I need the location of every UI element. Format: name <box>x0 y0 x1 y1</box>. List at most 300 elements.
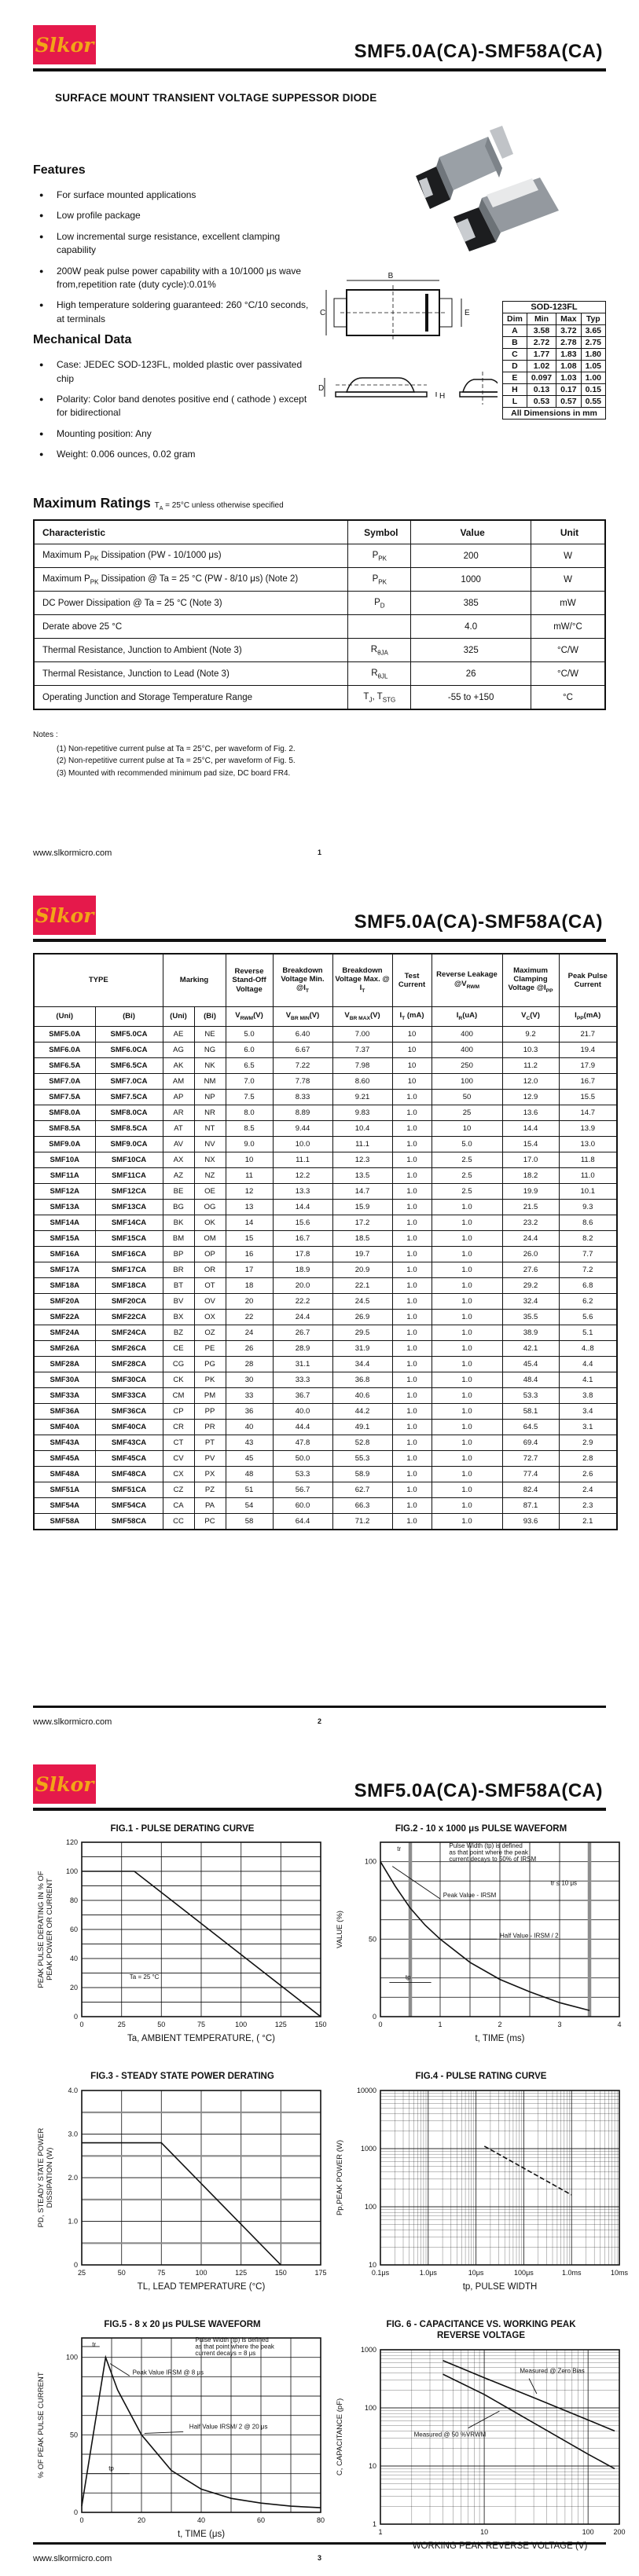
svg-text:40: 40 <box>196 2516 206 2525</box>
note-item: (1) Non-repetitive current pulse at Ta = 25°C, per waveform of Fig. 2. <box>57 744 296 753</box>
table-row <box>34 1482 617 1498</box>
spec-value-cell: 40.0 <box>273 1404 332 1420</box>
spec-value-cell: 51 <box>226 1482 273 1498</box>
svg-text:10000: 10000 <box>356 2086 376 2094</box>
table-row <box>503 361 606 372</box>
svg-text:1.0μs: 1.0μs <box>419 2268 437 2277</box>
spec-value-cell: 14 <box>226 1215 273 1231</box>
spec-value-cell: 25 <box>432 1105 502 1121</box>
x-axis-label: WORKING PEAK REVERSE VOLTAGE (V) <box>412 2541 588 2551</box>
spec-value-cell: 7.37 <box>332 1042 392 1058</box>
table-row <box>34 568 605 592</box>
spec-value-cell: CT <box>163 1435 194 1451</box>
dim-cell: 3.72 <box>556 325 581 337</box>
part-number-cell: SMF10A <box>34 1152 95 1168</box>
spec-value-cell: 1.0 <box>392 1137 432 1152</box>
dim-label-D: D <box>318 384 325 393</box>
bullet-icon: ● <box>39 361 44 369</box>
spec-value-cell: NX <box>194 1152 226 1168</box>
spec-value-cell: 9.21 <box>332 1090 392 1105</box>
spec-group-header: Breakdown Voltage Max. @ $I_T$ <box>332 954 392 1007</box>
spec-value-cell: PK <box>194 1372 226 1388</box>
table-row <box>34 1215 617 1231</box>
svg-text:20: 20 <box>137 2516 146 2525</box>
spec-value-cell: 1.0 <box>392 1372 432 1388</box>
spec-value-cell: 9.83 <box>332 1105 392 1121</box>
svg-text:0: 0 <box>73 2508 78 2517</box>
spec-value-cell: 32.4 <box>502 1294 559 1310</box>
y-axis-label: Pp,PEAK POWER (W) <box>336 2139 344 2215</box>
spec-value-cell: 1.0 <box>432 1404 502 1420</box>
svg-text:10: 10 <box>368 2260 376 2269</box>
logo-text: Slkor <box>35 33 94 57</box>
dim-cell: H <box>503 384 527 396</box>
spec-value-cell: 18.5 <box>332 1231 392 1247</box>
list-item <box>33 299 317 326</box>
spec-value-cell: AE <box>163 1027 194 1042</box>
figure-title: FIG.4 - PULSE RATING CURVE <box>415 2072 547 2082</box>
table-row <box>34 1357 617 1372</box>
table-row <box>34 1231 617 1247</box>
spec-value-cell: 1.0 <box>392 1404 432 1420</box>
footer-url: www.slkormicro.com <box>33 848 112 858</box>
spec-value-cell: 17.2 <box>332 1215 392 1231</box>
spec-value-cell: 5.1 <box>559 1325 617 1341</box>
dim-cell: 0.53 <box>527 396 556 408</box>
spec-value-cell: 48.4 <box>502 1372 559 1388</box>
part-number-cell: SMF14CA <box>95 1215 163 1231</box>
part-number-cell: SMF18A <box>34 1278 95 1294</box>
table-row <box>34 1074 617 1090</box>
spec-value-cell: 1.0 <box>392 1435 432 1451</box>
spec-subheader: $V_{BR MAX}(V)$ <box>332 1007 392 1027</box>
spec-value-cell: 17 <box>226 1262 273 1278</box>
spec-value-cell: PV <box>194 1451 226 1467</box>
part-number-cell: SMF12A <box>34 1184 95 1200</box>
spec-group-header: Maximum Clamping Voltage $@I_{PP}$ <box>502 954 559 1007</box>
annotation: Half Value IRSM/ 2 @ 20 μs <box>189 2423 268 2431</box>
dim-cell: 0.17 <box>556 384 581 396</box>
part-number-cell: SMF15A <box>34 1231 95 1247</box>
part-number-cell: SMF33CA <box>95 1388 163 1404</box>
spec-value-cell: 56.7 <box>273 1482 332 1498</box>
part-number-cell: SMF36CA <box>95 1404 163 1420</box>
spec-value-cell: 13.5 <box>332 1168 392 1184</box>
svg-text:100: 100 <box>195 2268 207 2277</box>
spec-value-cell: 43 <box>226 1435 273 1451</box>
electrical-spec-table <box>33 953 618 1530</box>
spec-value-cell: 10.4 <box>332 1121 392 1137</box>
spec-value-cell: BT <box>163 1278 194 1294</box>
spec-value-cell: 1.0 <box>432 1341 502 1357</box>
value-cell <box>348 615 411 639</box>
mechanical-list <box>33 358 317 461</box>
part-number-cell: SMF11CA <box>95 1168 163 1184</box>
spec-value-cell: 15.5 <box>559 1090 617 1105</box>
spec-value-cell: OE <box>194 1184 226 1200</box>
features-list <box>33 189 317 326</box>
annotation: Peak Value - IRSM <box>443 1892 497 1900</box>
spec-value-cell: BE <box>163 1184 194 1200</box>
list-item-text: Low incremental surge resistance, excellent clamping capability <box>57 230 281 256</box>
annotation: Pulse Width (tp) is defined as that point where the peak current decays = 8 μs <box>195 2336 274 2358</box>
svg-text:3.0: 3.0 <box>68 2130 78 2138</box>
spec-value-cell: 24.5 <box>332 1294 392 1310</box>
page-number: 3 <box>317 2554 321 2562</box>
spec-group-header: Reverse Stand-Off Voltage <box>226 954 273 1007</box>
part-number-cell: SMF40A <box>34 1420 95 1435</box>
spec-value-cell: AK <box>163 1058 194 1074</box>
spec-value-cell: AM <box>163 1074 194 1090</box>
svg-text:25: 25 <box>77 2268 86 2277</box>
spec-value-cell: 28.9 <box>273 1341 332 1357</box>
y-axis-label: DISSIPATION (W) <box>46 2147 54 2208</box>
slkor-logo <box>33 25 96 64</box>
spec-value-cell: 1.0 <box>392 1388 432 1404</box>
spec-value-cell: 33 <box>226 1388 273 1404</box>
part-number-cell: SMF5.0A <box>34 1027 95 1042</box>
spec-value-cell: 1.0 <box>432 1262 502 1278</box>
spec-value-cell: 11.0 <box>559 1168 617 1184</box>
spec-value-cell: 22.2 <box>273 1294 332 1310</box>
spec-value-cell: 1.0 <box>432 1231 502 1247</box>
slkor-logo <box>33 896 96 935</box>
spec-value-cell: CK <box>163 1372 194 1388</box>
value-cell: $T_J$, $T_{STG}$ <box>348 686 411 710</box>
spec-value-cell: 24.4 <box>273 1310 332 1325</box>
list-item-text: High temperature soldering guaranteed: 260 °C/10 seconds, at terminals <box>57 299 309 324</box>
list-item <box>33 393 317 420</box>
part-number-cell: SMF54A <box>34 1498 95 1514</box>
spec-value-cell: 26.7 <box>273 1325 332 1341</box>
table-row <box>503 384 606 396</box>
spec-subheader: $I_{PP}(mA)$ <box>559 1007 617 1027</box>
svg-text:0: 0 <box>73 2260 78 2269</box>
spec-value-cell: 1.0 <box>432 1420 502 1435</box>
spec-value-cell: 1.0 <box>392 1467 432 1482</box>
value-cell: 200 <box>411 544 531 568</box>
part-number-cell: SMF54CA <box>95 1498 163 1514</box>
spec-subheader: $V_{RWM}(V)$ <box>226 1007 273 1027</box>
part-number-cell: SMF8.5A <box>34 1121 95 1137</box>
value-cell: -55 to +150 <box>411 686 531 710</box>
spec-value-cell: PA <box>194 1498 226 1514</box>
spec-value-cell: 93.6 <box>502 1514 559 1530</box>
svg-text:125: 125 <box>235 2268 248 2277</box>
part-number-cell: SMF48CA <box>95 1467 163 1482</box>
svg-text:1000: 1000 <box>360 2345 376 2354</box>
svg-text:10ms: 10ms <box>610 2268 629 2277</box>
characteristic-cell: Thermal Resistance, Junction to Lead (Note 3) <box>34 662 348 686</box>
svg-text:60: 60 <box>69 1926 78 1934</box>
value-cell: mW <box>531 592 605 615</box>
notes-block <box>33 729 606 779</box>
document-subtitle: SURFACE MOUNT TRANSIENT VOLTAGE SUPPESSOR DIODE <box>55 92 377 104</box>
table-row <box>34 1310 617 1325</box>
spec-value-cell: 1.0 <box>432 1310 502 1325</box>
spec-value-cell: 7.5 <box>226 1090 273 1105</box>
spec-value-cell: OK <box>194 1215 226 1231</box>
spec-value-cell: CG <box>163 1357 194 1372</box>
table-row <box>34 1152 617 1168</box>
table-row <box>34 639 605 662</box>
table-row <box>34 1027 617 1042</box>
value-cell: $R_{\theta JA}$ <box>348 639 411 662</box>
spec-value-cell: 24 <box>226 1325 273 1341</box>
annotation: Pulse Width (tp) is defined as that point where the peak current decays to 50% of IRSM <box>449 1842 537 1863</box>
value-cell: W <box>531 568 605 592</box>
part-number-cell: SMF36A <box>34 1404 95 1420</box>
spec-value-cell: 12 <box>226 1184 273 1200</box>
part-number-cell: SMF5.0CA <box>95 1027 163 1042</box>
spec-value-cell: 1.0 <box>432 1200 502 1215</box>
dim-cell: 2.78 <box>556 337 581 349</box>
spec-subheader: (Uni) <box>163 1007 194 1027</box>
spec-value-cell: 1.0 <box>432 1451 502 1467</box>
spec-value-cell: PE <box>194 1341 226 1357</box>
spec-value-cell: 5.0 <box>226 1027 273 1042</box>
notes-list <box>33 743 606 780</box>
dim-table-column: Min <box>527 313 556 325</box>
spec-value-cell: 1.0 <box>392 1357 432 1372</box>
spec-value-cell: 40.6 <box>332 1388 392 1404</box>
spec-value-cell: 5.0 <box>432 1137 502 1152</box>
footer-url: www.slkormicro.com <box>33 2554 112 2563</box>
spec-value-cell: 15 <box>226 1231 273 1247</box>
figures-grid <box>33 1819 629 2571</box>
spec-value-cell: 19.4 <box>559 1042 617 1058</box>
spec-value-cell: 10 <box>432 1121 502 1137</box>
table-row <box>503 396 606 408</box>
spec-value-cell: 400 <box>432 1042 502 1058</box>
spec-value-cell: 52.8 <box>332 1435 392 1451</box>
spec-value-cell: 53.3 <box>502 1388 559 1404</box>
part-number-cell: SMF30CA <box>95 1372 163 1388</box>
spec-value-cell: 17.0 <box>502 1152 559 1168</box>
part-number-cell: SMF8.0CA <box>95 1105 163 1121</box>
spec-value-cell: 10 <box>392 1074 432 1090</box>
dim-cell: 2.72 <box>527 337 556 349</box>
spec-group-header: Test Current <box>392 954 432 1007</box>
dim-cell: 3.65 <box>581 325 605 337</box>
svg-text:0.1μs: 0.1μs <box>371 2268 390 2277</box>
spec-value-cell: 71.2 <box>332 1514 392 1530</box>
spec-value-cell: CM <box>163 1388 194 1404</box>
spec-value-cell: 9.2 <box>502 1027 559 1042</box>
spec-value-cell: 66.3 <box>332 1498 392 1514</box>
spec-value-cell: 15.4 <box>502 1137 559 1152</box>
value-cell: $P_D$ <box>348 592 411 615</box>
spec-value-cell: 7.98 <box>332 1058 392 1074</box>
spec-value-cell: 47.8 <box>273 1435 332 1451</box>
list-item <box>33 189 317 202</box>
spec-value-cell: AX <box>163 1152 194 1168</box>
bullet-icon: ● <box>39 211 44 220</box>
table-row <box>34 1247 617 1262</box>
spec-value-cell: 2.5 <box>432 1184 502 1200</box>
spec-value-cell: AZ <box>163 1168 194 1184</box>
svg-text:0: 0 <box>378 2021 383 2029</box>
spec-value-cell: OP <box>194 1247 226 1262</box>
spec-value-cell: 50.0 <box>273 1451 332 1467</box>
dim-cell: D <box>503 361 527 372</box>
spec-value-cell: BX <box>163 1310 194 1325</box>
dim-cell: 1.00 <box>581 372 605 384</box>
dim-cell: A <box>503 325 527 337</box>
annotation: tp <box>405 1973 411 1981</box>
spec-value-cell: BV <box>163 1294 194 1310</box>
spec-value-cell: 8.6 <box>559 1215 617 1231</box>
list-item <box>33 448 317 461</box>
figure-5 <box>33 2314 332 2571</box>
spec-value-cell: 62.7 <box>332 1482 392 1498</box>
svg-text:10: 10 <box>368 2461 376 2470</box>
spec-value-cell: 64.4 <box>273 1514 332 1530</box>
svg-text:0: 0 <box>73 2013 78 2021</box>
table-row <box>34 1058 617 1074</box>
list-item <box>33 265 317 292</box>
spec-value-cell: 36 <box>226 1404 273 1420</box>
spec-value-cell: 13.3 <box>273 1184 332 1200</box>
header-rule <box>33 939 606 942</box>
spec-value-cell: 7.7 <box>559 1247 617 1262</box>
table-row <box>34 1372 617 1388</box>
spec-value-cell: 26 <box>226 1341 273 1357</box>
svg-text:10μs: 10μs <box>468 2268 484 2277</box>
x-axis-label: Ta, AMBIENT TEMPERATURE, ( °C) <box>127 2034 275 2044</box>
spec-value-cell: 36.7 <box>273 1388 332 1404</box>
list-item-text: For surface mounted applications <box>57 189 196 200</box>
dim-cell: 0.13 <box>527 384 556 396</box>
svg-text:175: 175 <box>314 2268 327 2277</box>
spec-value-cell: 58.9 <box>332 1467 392 1482</box>
spec-value-cell: 58.1 <box>502 1404 559 1420</box>
spec-value-cell: OG <box>194 1200 226 1215</box>
svg-text:50: 50 <box>368 1935 376 1944</box>
spec-value-cell: 40 <box>226 1420 273 1435</box>
spec-value-cell: 1.0 <box>392 1231 432 1247</box>
spec-value-cell: 1.0 <box>392 1152 432 1168</box>
svg-text:80: 80 <box>316 2516 325 2525</box>
characteristic-cell: Maximum $P_{PK}$ Dissipation @ Ta = 25 °C (PW - 8/10 μs) (Note 2) <box>34 568 348 592</box>
spec-value-cell: PT <box>194 1435 226 1451</box>
table-row <box>34 662 605 686</box>
part-number-cell: SMF12CA <box>95 1184 163 1200</box>
spec-value-cell: NT <box>194 1121 226 1137</box>
spec-value-cell: 13.6 <box>502 1105 559 1121</box>
part-number-cell: SMF7.0CA <box>95 1074 163 1090</box>
svg-text:200: 200 <box>613 2527 626 2536</box>
y-axis-label: PEAK POWER OR CURRENT <box>46 1878 54 1981</box>
spec-value-cell: BZ <box>163 1325 194 1341</box>
spec-value-cell: 18.2 <box>502 1168 559 1184</box>
spec-value-cell: 11.2 <box>502 1058 559 1074</box>
footer-rule <box>33 2542 606 2545</box>
table-row <box>503 349 606 361</box>
series-50pct-vrwm <box>443 2374 615 2468</box>
spec-value-cell: 29.5 <box>332 1325 392 1341</box>
spec-value-cell: PR <box>194 1420 226 1435</box>
spec-value-cell: 22.1 <box>332 1278 392 1294</box>
part-number-cell: SMF6.0CA <box>95 1042 163 1058</box>
spec-value-cell: 1.0 <box>432 1294 502 1310</box>
spec-value-cell: 250 <box>432 1058 502 1074</box>
spec-value-cell: OZ <box>194 1325 226 1341</box>
spec-subheader: (Uni) <box>34 1007 95 1027</box>
spec-value-cell: AT <box>163 1121 194 1137</box>
spec-value-cell: 27.6 <box>502 1262 559 1278</box>
spec-value-cell: CR <box>163 1420 194 1435</box>
header-rule <box>33 1808 606 1811</box>
part-number-cell: SMF17CA <box>95 1262 163 1278</box>
figure-canvas <box>33 2083 332 2307</box>
spec-value-cell: BG <box>163 1200 194 1215</box>
spec-value-cell: 54 <box>226 1498 273 1514</box>
table-row <box>34 1341 617 1357</box>
spec-value-cell: 15.6 <box>273 1215 332 1231</box>
list-item-text: Case: JEDEC SOD-123FL, molded plastic over passivated chip <box>57 359 303 384</box>
svg-text:120: 120 <box>65 1838 78 1847</box>
svg-text:2: 2 <box>498 2021 502 2029</box>
x-axis-label: TL, LEAD TEMPERATURE (°C) <box>137 2281 266 2292</box>
spec-group-header: Reverse Leakage $@V_{RWM}$ <box>432 954 502 1007</box>
spec-value-cell: 7.00 <box>332 1027 392 1042</box>
figure-1 <box>33 1819 332 2063</box>
spec-value-cell: 45 <box>226 1451 273 1467</box>
list-item <box>33 427 317 441</box>
spec-value-cell: 8.60 <box>332 1074 392 1090</box>
spec-value-cell: 10 <box>392 1027 432 1042</box>
mechanical-heading: Mechanical Data <box>33 333 132 347</box>
svg-text:150: 150 <box>274 2268 287 2277</box>
spec-value-cell: PC <box>194 1514 226 1530</box>
spec-value-cell: 10.3 <box>502 1042 559 1058</box>
value-cell: $P_{PK}$ <box>348 544 411 568</box>
spec-value-cell: 34.4 <box>332 1357 392 1372</box>
spec-value-cell: 10 <box>392 1058 432 1074</box>
note-item: (3) Mounted with recommended minimum pad size, DC board FR4. <box>57 768 291 778</box>
table-row <box>34 1294 617 1310</box>
spec-value-cell: CZ <box>163 1482 194 1498</box>
annotation: Half Value - IRSM / 2 <box>500 1932 559 1940</box>
spec-value-cell: 12.9 <box>502 1090 559 1105</box>
dim-cell: E <box>503 372 527 384</box>
figure-title: FIG.2 - 10 x 1000 μs PULSE WAVEFORM <box>395 1824 567 1834</box>
part-number-cell: SMF6.0A <box>34 1042 95 1058</box>
spec-value-cell: 26.9 <box>332 1310 392 1325</box>
table-row <box>34 1451 617 1467</box>
bullet-icon: ● <box>39 191 44 199</box>
value-cell: 4.0 <box>411 615 531 639</box>
dim-cell: 2.75 <box>581 337 605 349</box>
spec-value-cell: 1.0 <box>392 1247 432 1262</box>
maximum-ratings-table <box>33 519 606 710</box>
spec-value-cell: 4..8 <box>559 1341 617 1357</box>
table-row <box>503 372 606 384</box>
dim-cell: L <box>503 396 527 408</box>
table-row <box>34 1498 617 1514</box>
table-row <box>503 325 606 337</box>
spec-value-cell: AG <box>163 1042 194 1058</box>
spec-value-cell: PM <box>194 1388 226 1404</box>
page-number: 2 <box>317 1717 321 1725</box>
spec-value-cell: 28 <box>226 1357 273 1372</box>
svg-text:1: 1 <box>372 2519 376 2528</box>
spec-value-cell: 9.3 <box>559 1200 617 1215</box>
annotation: tr <box>397 1845 402 1853</box>
part-number-cell: SMF9.0A <box>34 1137 95 1152</box>
spec-value-cell: CX <box>163 1467 194 1482</box>
